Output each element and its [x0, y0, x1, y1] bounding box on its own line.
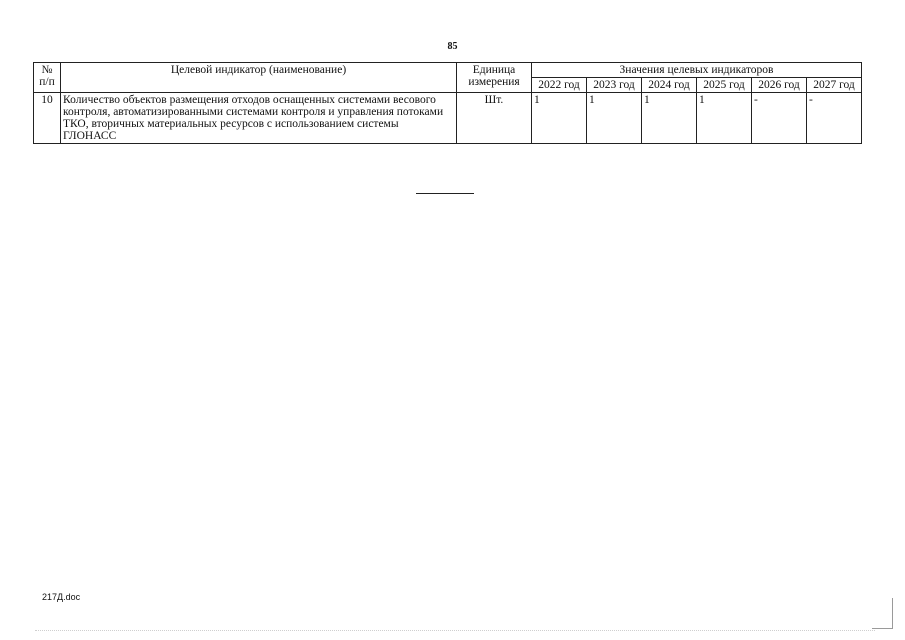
row-indicator-name: Количество объектов размещения отходов оснащенных системами весового контроля, автоматизированными системами контроля и управления потоками ТКО, вторичных материальных ресурсов с использованием системы ГЛОНАСС: [61, 93, 457, 144]
header-name: Целевой индикатор (наименование): [61, 63, 457, 93]
indicators-table: [33, 62, 862, 144]
row-value-2027: -: [807, 93, 862, 144]
end-of-table-rule: [416, 193, 474, 194]
row-value-2025: 1: [697, 93, 752, 144]
scan-edge-line: [35, 630, 875, 631]
scan-corner-mark: [872, 598, 893, 629]
header-year-2022: 2022 год: [532, 78, 587, 93]
row-value-2023: 1: [587, 93, 642, 144]
header-year-2025: 2025 год: [697, 78, 752, 93]
header-year-2024: 2024 год: [642, 78, 697, 93]
page-number: 85: [447, 41, 458, 52]
header-year-2023: 2023 год: [587, 78, 642, 93]
header-values-group: Значения целевых индикаторов: [532, 63, 862, 78]
table-row: [34, 93, 862, 144]
header-unit: Единица измерения: [457, 63, 532, 93]
header-num: № п/п: [34, 63, 61, 93]
row-num: 10: [34, 93, 61, 144]
header-row-top: [34, 63, 862, 78]
row-unit: Шт.: [457, 93, 532, 144]
header-year-2026: 2026 год: [752, 78, 807, 93]
footer-filename: 217Д.doc: [42, 592, 81, 602]
row-value-2026: -: [752, 93, 807, 144]
header-year-2027: 2027 год: [807, 78, 862, 93]
row-value-2024: 1: [642, 93, 697, 144]
row-value-2022: 1: [532, 93, 587, 144]
